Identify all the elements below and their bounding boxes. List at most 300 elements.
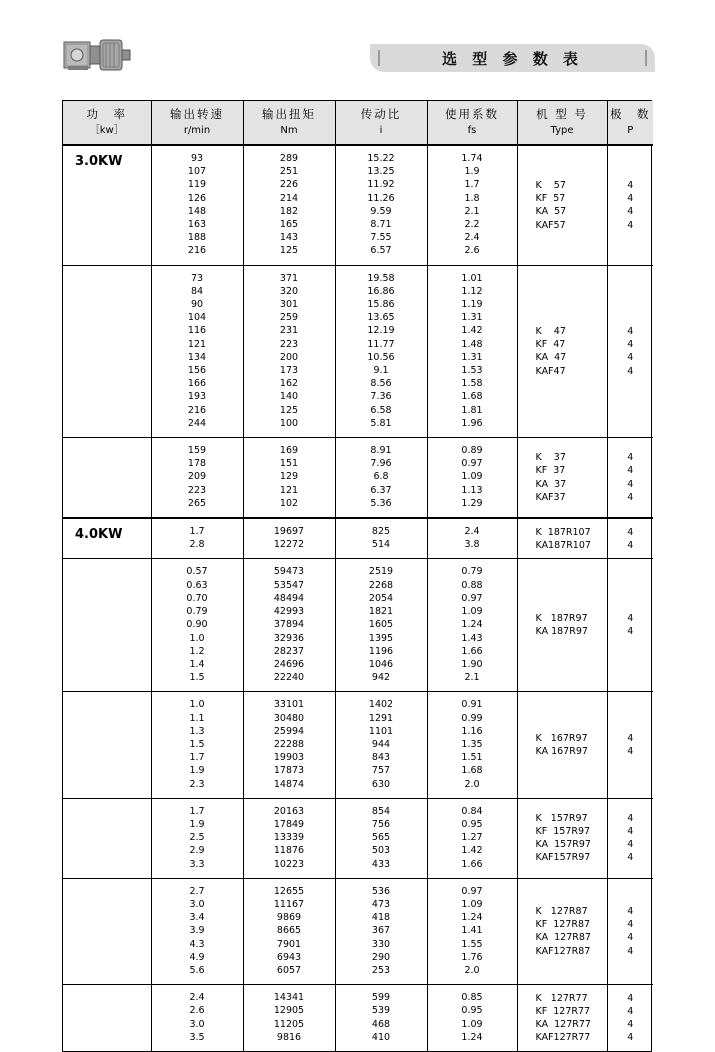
cell-speed — [151, 559, 243, 692]
col-header-fs-cn: 使用系数 — [445, 107, 499, 121]
cell-fs-value: 1.27 — [461, 832, 483, 844]
cell-ratio-value: 825 — [371, 526, 391, 538]
cell-fs — [427, 692, 517, 798]
cell-fs-values — [428, 519, 517, 558]
cell-type — [517, 518, 607, 559]
cell-ratio — [335, 265, 427, 437]
cell-fs-value: 0.85 — [461, 992, 483, 1004]
cell-speed-value: 1.7 — [189, 805, 205, 817]
poles-values — [608, 266, 654, 437]
cell-speed-value: 0.79 — [186, 606, 208, 618]
cell-power — [63, 692, 151, 798]
cell-type — [517, 798, 607, 878]
poles-value: 4 — [627, 1005, 634, 1017]
cell-torque-value: 259 — [279, 312, 299, 324]
cell-speed-values — [152, 266, 243, 437]
col-header-ratio-cn: 传动比 — [360, 107, 402, 121]
cell-torque-values — [244, 985, 335, 1051]
cell-torque-value: 102 — [279, 497, 299, 509]
cell-speed-value: 1.3 — [189, 725, 205, 737]
cell-ratio-value: 15.22 — [367, 153, 395, 164]
cell-speed — [151, 878, 243, 984]
poles-value: 4 — [627, 526, 634, 538]
cell-torque-values — [244, 559, 335, 691]
poles-value: 4 — [627, 491, 634, 503]
cell-torque-value: 14341 — [273, 992, 305, 1004]
cell-torque-value: 12655 — [273, 885, 305, 897]
cell-torque-value: 22288 — [273, 738, 305, 750]
cell-fs-values — [428, 559, 517, 691]
cell-torque-value: 143 — [279, 232, 299, 244]
table-row — [63, 985, 653, 1051]
cell-torque-value: 125 — [279, 245, 299, 257]
cell-torque-value: 25994 — [273, 725, 305, 737]
cell-poles — [607, 265, 653, 437]
type-value: K 127R77 — [535, 992, 588, 1004]
cell-fs-value: 1.76 — [461, 951, 483, 963]
cell-fs-value: 0.97 — [461, 885, 483, 897]
cell-torque-value: 28237 — [273, 645, 305, 657]
cell-fs-value: 1.53 — [461, 365, 483, 377]
cell-fs-value: 2.1 — [464, 672, 480, 684]
poles-value: 4 — [627, 732, 634, 744]
cell-fs-values — [428, 879, 517, 984]
cell-ratio-value: 10.56 — [367, 351, 395, 363]
cell-speed-value: 4.9 — [189, 951, 205, 963]
cell-torque-value: 14874 — [273, 778, 305, 790]
cell-torque-value: 7901 — [276, 938, 302, 950]
cell-torque — [243, 985, 335, 1051]
cell-speed-value: 3.9 — [189, 925, 205, 937]
type-values — [518, 559, 607, 691]
cell-fs-value: 1.74 — [461, 153, 483, 164]
cell-speed-value: 1.9 — [189, 818, 205, 830]
cell-fs-value: 0.84 — [461, 805, 483, 817]
cell-speed-value: 1.0 — [189, 699, 205, 711]
cell-fs-value: 0.95 — [461, 818, 483, 830]
cell-fs-values — [428, 985, 517, 1051]
cell-speed-value: 126 — [187, 192, 207, 204]
cell-speed-value: 1.1 — [189, 712, 205, 724]
power-label-empty — [63, 799, 151, 817]
cell-ratio-value: 11.77 — [367, 338, 395, 350]
cell-speed — [151, 692, 243, 798]
cell-fs-value: 1.66 — [461, 645, 483, 657]
cell-fs-value: 3.8 — [464, 539, 480, 551]
table-group — [63, 692, 653, 798]
type-value: KAF127R87 — [535, 945, 591, 957]
cell-ratio-value: 330 — [371, 938, 391, 950]
cell-fs-value: 0.99 — [461, 712, 483, 724]
table-row — [63, 878, 653, 984]
col-header-ratio — [335, 101, 427, 145]
poles-value: 4 — [627, 945, 634, 957]
poles-value: 4 — [627, 193, 634, 205]
cell-torque-value: 59473 — [273, 566, 305, 578]
cell-torque-value: 12272 — [273, 539, 305, 551]
cell-torque-values — [244, 692, 335, 797]
cell-ratio — [335, 985, 427, 1051]
cell-speed-value: 216 — [187, 245, 207, 257]
table-group — [63, 438, 653, 519]
cell-ratio-value: 290 — [371, 951, 391, 963]
cell-ratio-values — [336, 146, 427, 265]
cell-poles — [607, 438, 653, 519]
cell-fs — [427, 518, 517, 559]
cell-ratio-value: 12.19 — [367, 325, 395, 337]
table-row — [63, 798, 653, 878]
cell-ratio-value: 433 — [371, 858, 391, 870]
cell-speed-value: 2.5 — [189, 832, 205, 844]
cell-speed-value: 3.0 — [189, 1018, 205, 1030]
cell-torque-value: 8665 — [276, 925, 302, 937]
poles-value: 4 — [627, 206, 634, 218]
cell-fs-value: 0.95 — [461, 1005, 483, 1017]
cell-fs-value: 1.09 — [461, 898, 483, 910]
cell-poles — [607, 878, 653, 984]
cell-speed-value: 1.4 — [189, 658, 205, 670]
type-value: K 57 — [535, 179, 566, 191]
poles-values — [608, 985, 654, 1051]
cell-speed-value: 0.63 — [186, 579, 208, 591]
table-row — [63, 518, 653, 559]
cell-speed-value: 119 — [187, 179, 207, 191]
poles-value: 4 — [627, 839, 634, 851]
type-value: KA 47 — [535, 352, 567, 364]
cell-power — [63, 438, 151, 519]
cell-speed-value: 193 — [187, 391, 207, 403]
cell-fs-value: 1.29 — [461, 497, 483, 509]
cell-torque-value: 13339 — [273, 832, 305, 844]
cell-power — [63, 145, 151, 265]
cell-torque-value: 17873 — [273, 765, 305, 777]
cell-speed-value: 2.3 — [189, 778, 205, 790]
cell-ratio-values — [336, 799, 427, 878]
cell-speed — [151, 798, 243, 878]
power-label-empty — [63, 985, 151, 1003]
cell-speed-values — [152, 438, 243, 517]
type-value: KA187R107 — [535, 539, 591, 551]
cell-ratio — [335, 798, 427, 878]
cell-ratio-value: 9.59 — [370, 205, 392, 217]
cell-ratio-value: 1395 — [368, 632, 394, 644]
poles-value: 4 — [627, 325, 634, 337]
cell-ratio-values — [336, 559, 427, 691]
table-group — [63, 265, 653, 437]
cell-type — [517, 265, 607, 437]
table-row — [63, 692, 653, 798]
cell-fs-value: 0.89 — [461, 445, 483, 457]
cell-speed-value: 265 — [187, 497, 207, 509]
type-value: K 187R107 — [535, 526, 591, 538]
cell-ratio-value: 410 — [371, 1031, 391, 1043]
type-value: KF 47 — [535, 339, 566, 351]
cell-fs-value: 1.09 — [461, 606, 483, 618]
cell-speed-value: 3.3 — [189, 858, 205, 870]
cell-torque-value: 289 — [279, 153, 299, 164]
cell-fs-value: 1.13 — [461, 484, 483, 496]
cell-power — [63, 518, 151, 559]
cell-ratio-value: 630 — [371, 778, 391, 790]
cell-ratio-value: 536 — [371, 885, 391, 897]
cell-fs-value: 1.24 — [461, 912, 483, 924]
col-header-speed-unit: r/min — [183, 125, 211, 136]
cell-fs-value: 2.2 — [464, 219, 480, 231]
cell-fs-value: 1.55 — [461, 938, 483, 950]
cell-ratio-value: 2519 — [368, 566, 394, 578]
cell-ratio-value: 5.36 — [370, 497, 392, 509]
table-row — [63, 265, 653, 437]
cell-fs-value: 1.8 — [464, 192, 480, 204]
cell-speed-value: 223 — [187, 484, 207, 496]
cell-torque-values — [244, 879, 335, 984]
cell-fs-value: 1.41 — [461, 925, 483, 937]
type-value: KF 37 — [535, 465, 566, 477]
cell-poles — [607, 692, 653, 798]
col-header-poles — [607, 101, 653, 145]
cell-ratio-value: 756 — [371, 818, 391, 830]
cell-fs-value: 1.31 — [461, 312, 483, 324]
type-values — [518, 266, 607, 437]
cell-poles — [607, 518, 653, 559]
cell-speed-values — [152, 985, 243, 1051]
type-value: KA 167R97 — [535, 746, 588, 758]
cell-speed — [151, 985, 243, 1051]
col-header-torque — [243, 101, 335, 145]
cell-type — [517, 878, 607, 984]
cell-speed-value: 2.9 — [189, 845, 205, 857]
poles-values — [608, 146, 654, 265]
power-label-empty — [63, 438, 151, 456]
type-value: KA 57 — [535, 206, 567, 218]
col-header-power — [63, 101, 151, 145]
poles-value: 4 — [627, 613, 634, 625]
cell-ratio-value: 13.65 — [367, 312, 395, 324]
type-value: KA 127R87 — [535, 932, 591, 944]
cell-torque-value: 48494 — [273, 592, 305, 604]
table-row — [63, 145, 653, 265]
cell-speed-value: 1.7 — [189, 526, 205, 538]
cell-ratio-value: 473 — [371, 898, 391, 910]
cell-speed-value: 156 — [187, 365, 207, 377]
cell-fs — [427, 265, 517, 437]
cell-fs-value: 1.19 — [461, 299, 483, 311]
power-label: 3.0KW — [75, 154, 123, 169]
cell-fs-value: 0.97 — [461, 458, 483, 470]
cell-speed-value: 1.5 — [189, 738, 205, 750]
cell-torque-value: 53547 — [273, 579, 305, 591]
poles-value: 4 — [627, 1019, 634, 1031]
poles-value: 4 — [627, 352, 634, 364]
cell-ratio-value: 11.92 — [367, 179, 395, 191]
type-value: K 167R97 — [535, 732, 588, 744]
cell-fs-value: 2.4 — [464, 232, 480, 244]
cell-ratio-value: 367 — [371, 925, 391, 937]
cell-ratio-value: 1291 — [368, 712, 394, 724]
cell-ratio-values — [336, 266, 427, 437]
cell-torque-value: 223 — [279, 338, 299, 350]
poles-value: 4 — [627, 812, 634, 824]
col-header-fs-unit: fs — [467, 125, 477, 136]
cell-fs-value: 1.58 — [461, 378, 483, 390]
cell-fs-value: 1.90 — [461, 658, 483, 670]
cell-speed-value: 2.8 — [189, 539, 205, 551]
cell-fs-value: 2.6 — [464, 245, 480, 257]
cell-ratio-value: 1101 — [368, 725, 394, 737]
cell-ratio-value: 6.57 — [370, 245, 392, 257]
cell-speed-value: 0.90 — [186, 619, 208, 631]
cell-torque-value: 129 — [279, 471, 299, 483]
cell-speed-value: 107 — [187, 166, 207, 178]
cell-speed-value: 216 — [187, 404, 207, 416]
cell-fs-value: 0.79 — [461, 566, 483, 578]
poles-value: 4 — [627, 919, 634, 931]
cell-ratio-value: 1821 — [368, 606, 394, 618]
cell-fs-value: 1.42 — [461, 845, 483, 857]
cell-speed — [151, 438, 243, 519]
header-row — [63, 101, 653, 145]
col-header-poles-unit: P — [627, 125, 634, 136]
cell-fs-value: 1.81 — [461, 404, 483, 416]
type-value: KAF47 — [535, 365, 566, 377]
cell-speed-value: 0.70 — [186, 592, 208, 604]
cell-speed — [151, 518, 243, 559]
cell-speed-value: 1.0 — [189, 632, 205, 644]
cell-fs-value: 2.1 — [464, 205, 480, 217]
cell-speed-value: 209 — [187, 471, 207, 483]
cell-ratio-value: 565 — [371, 832, 391, 844]
cell-torque-value: 30480 — [273, 712, 305, 724]
cell-fs — [427, 878, 517, 984]
page-header — [0, 0, 715, 78]
poles-value: 4 — [627, 626, 634, 638]
cell-torque-value: 11167 — [273, 898, 305, 910]
cell-torque-value: 121 — [279, 484, 299, 496]
cell-speed — [151, 265, 243, 437]
cell-speed-values — [152, 692, 243, 797]
cell-fs-value: 2.0 — [464, 964, 480, 976]
cell-torque-values — [244, 519, 335, 558]
cell-speed-value: 188 — [187, 232, 207, 244]
type-values — [518, 879, 607, 984]
cell-torque — [243, 692, 335, 798]
type-value: K 157R97 — [535, 812, 588, 824]
cell-torque-values — [244, 438, 335, 517]
cell-torque-value: 182 — [279, 205, 299, 217]
cell-ratio — [335, 518, 427, 559]
cell-fs-value: 0.91 — [461, 699, 483, 711]
col-header-power-unit: ［kw］ — [89, 125, 124, 136]
cell-fs-value: 1.66 — [461, 858, 483, 870]
cell-speed-value: 1.5 — [189, 672, 205, 684]
cell-ratio-value: 854 — [371, 805, 391, 817]
cell-speed-value: 166 — [187, 378, 207, 390]
cell-ratio-value: 1196 — [368, 645, 394, 657]
cell-speed-value: 148 — [187, 205, 207, 217]
cell-ratio — [335, 559, 427, 692]
type-value: KA 157R97 — [535, 839, 591, 851]
cell-ratio-value: 7.36 — [370, 391, 392, 403]
cell-torque-value: 33101 — [273, 699, 305, 711]
cell-speed-value: 3.0 — [189, 898, 205, 910]
cell-speed-values — [152, 559, 243, 691]
cell-torque-value: 19697 — [273, 526, 305, 538]
cell-ratio-value: 503 — [371, 845, 391, 857]
cell-ratio-value: 11.26 — [367, 192, 395, 204]
cell-ratio-value: 942 — [371, 672, 391, 684]
cell-fs-value: 1.01 — [461, 272, 483, 284]
poles-value: 4 — [627, 826, 634, 838]
cell-speed-value: 93 — [190, 153, 204, 164]
cell-ratio-value: 2054 — [368, 592, 394, 604]
cell-ratio-value: 843 — [371, 752, 391, 764]
cell-speed-value: 121 — [187, 338, 207, 350]
cell-fs-values — [428, 438, 517, 517]
cell-torque-value: 125 — [279, 404, 299, 416]
cell-torque-value: 226 — [279, 179, 299, 191]
cell-torque-value: 12905 — [273, 1005, 305, 1017]
col-header-torque-unit: Nm — [280, 125, 298, 136]
type-value: K 37 — [535, 452, 566, 464]
cell-speed-value: 73 — [190, 272, 204, 284]
poles-value: 4 — [627, 339, 634, 351]
col-header-power-cn: 功 率 — [86, 107, 127, 121]
cell-speed-value: 5.6 — [189, 964, 205, 976]
poles-value: 4 — [627, 539, 634, 551]
cell-ratio-value: 19.58 — [367, 272, 395, 284]
cell-torque-value: 151 — [279, 458, 299, 470]
poles-value: 4 — [627, 852, 634, 864]
cell-speed-value: 159 — [187, 445, 207, 457]
cell-speed-value: 2.4 — [189, 992, 205, 1004]
cell-fs-value: 1.12 — [461, 285, 483, 297]
cell-torque-value: 9816 — [276, 1031, 302, 1043]
table-row — [63, 559, 653, 692]
table-group — [63, 518, 653, 559]
cell-power — [63, 985, 151, 1051]
cell-fs-value: 2.0 — [464, 778, 480, 790]
cell-ratio-value: 13.25 — [367, 166, 395, 178]
poles-values — [608, 692, 654, 797]
type-value: KF 127R77 — [535, 1005, 591, 1017]
cell-type — [517, 559, 607, 692]
col-header-fs — [427, 101, 517, 145]
col-header-type-unit: Type — [550, 125, 574, 136]
cell-torque — [243, 878, 335, 984]
table-row — [63, 438, 653, 519]
cell-torque-value: 19903 — [273, 752, 305, 764]
cell-fs-values — [428, 266, 517, 437]
cell-fs-value: 1.35 — [461, 738, 483, 750]
cell-power — [63, 878, 151, 984]
type-value: KAF157R97 — [535, 852, 591, 864]
cell-speed-values — [152, 519, 243, 558]
cell-speed-value: 4.3 — [189, 938, 205, 950]
table-group — [63, 798, 653, 878]
cell-ratio — [335, 438, 427, 519]
cell-fs-value: 1.42 — [461, 325, 483, 337]
poles-value: 4 — [627, 746, 634, 758]
type-value: KA 187R97 — [535, 626, 588, 638]
cell-ratio-values — [336, 438, 427, 517]
table-group — [63, 559, 653, 692]
cell-fs-value: 1.51 — [461, 752, 483, 764]
cell-ratio-value: 6.58 — [370, 404, 392, 416]
cell-speed-value: 163 — [187, 219, 207, 231]
poles-value: 4 — [627, 992, 634, 1004]
type-value: KAF127R77 — [535, 1032, 591, 1044]
cell-torque-value: 301 — [279, 299, 299, 311]
